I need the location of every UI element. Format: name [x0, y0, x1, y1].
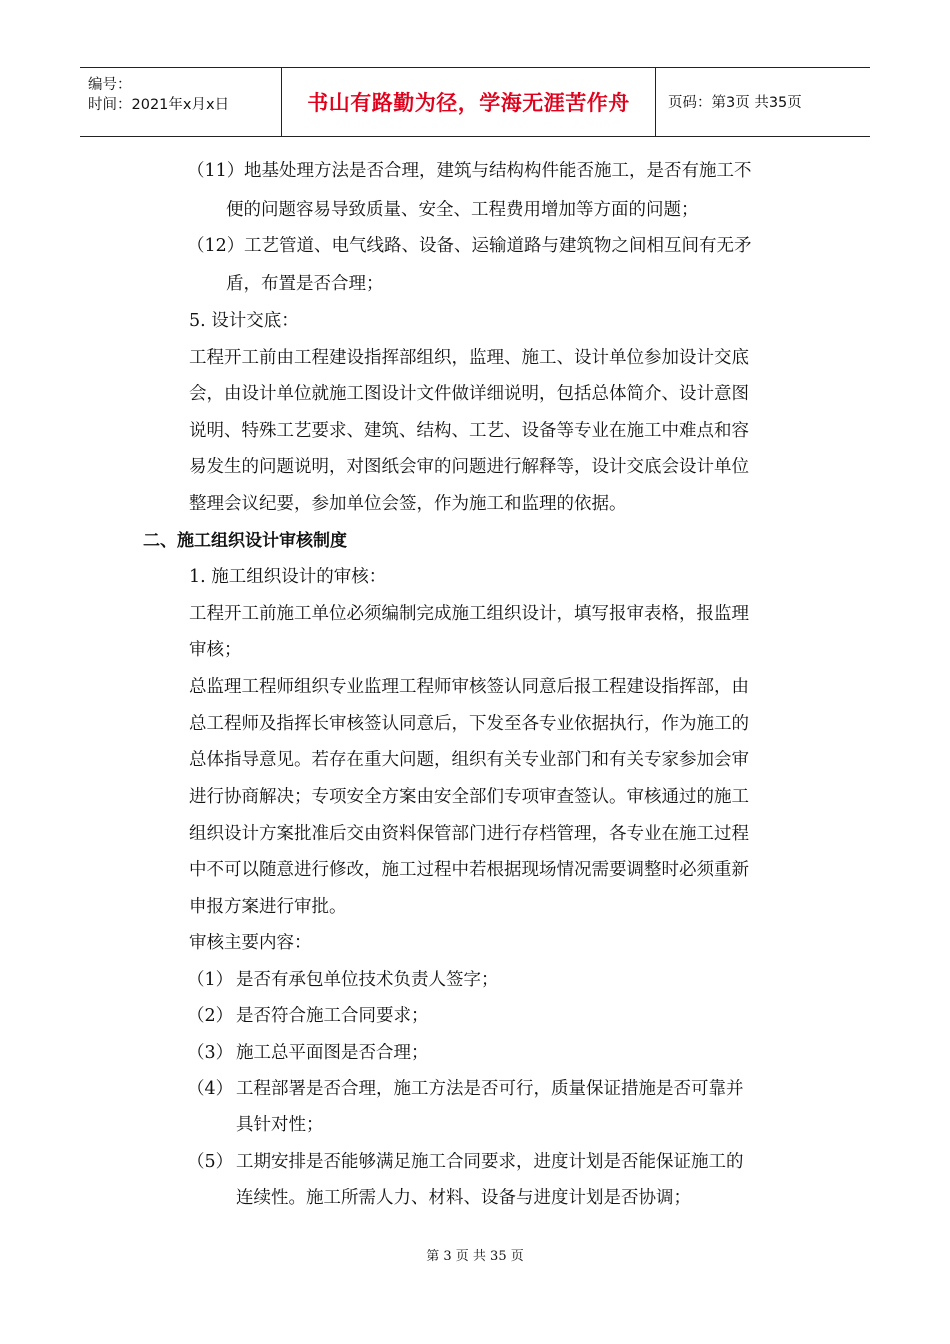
review-item-5-line-1: 工期安排是否能够满足施工合同要求，进度计划是否能保证施工的: [236, 1152, 744, 1172]
subsection-1-title: 1. 施工组织设计的审核：: [189, 567, 387, 587]
subsection-1-para-line: 总监理工程师组织专业监理工程师审核签认同意后报工程建设指挥部，由: [189, 677, 749, 697]
serial-label: 编号：: [88, 77, 132, 93]
review-item-4-line-1: 工程部署是否合理，施工方法是否可行，质量保证措施是否可靠并: [236, 1079, 744, 1099]
subsection-1-para-line: 进行协商解决；专项安全方案由安全部们专项审查签认。审核通过的施工: [189, 787, 749, 807]
item-11-line-1: 地基处理方法是否合理，建筑与结构构件能否施工，是否有施工不: [244, 161, 752, 181]
review-item-3-text: 施工总平面图是否合理；: [236, 1043, 429, 1063]
subsection-1-para-line: 工程开工前施工单位必须编制完成施工组织设计，填写报审表格，报监理: [189, 604, 749, 624]
subsection-1-para-line: 总体指导意见。若存在重大问题，组织有关专业部门和有关专家参加会审: [189, 750, 749, 770]
item-12-number: （12）: [187, 236, 245, 256]
review-item-4-line-2: 具针对性；: [236, 1115, 324, 1135]
review-item-1-text: 是否有承包单位技术负责人签字；: [236, 970, 499, 990]
section-5-para-line: 会，由设计单位就施工图设计文件做详细说明，包括总体简介、设计意图: [189, 384, 749, 404]
subsection-1-para-line: 总工程师及指挥长审核签认同意后，下发至各专业依据执行，作为施工的: [189, 714, 749, 734]
header-motto: 书山有路勤为径，学海无涯苦作舟: [282, 68, 656, 136]
subsection-1-para-line: 申报方案进行审批。: [189, 897, 347, 917]
date-label: 时间：2021年x月x日: [88, 97, 230, 113]
item-11-number: （11）: [187, 161, 245, 181]
page-header: [80, 67, 870, 137]
section-5-para-line: 工程开工前由工程建设指挥部组织，监理、施工、设计单位参加设计交底: [189, 348, 749, 368]
review-item-2-number: （2）: [187, 1006, 234, 1026]
review-item-5-number: （5）: [187, 1152, 234, 1172]
subsection-1-para-line: 中不可以随意进行修改，施工过程中若根据现场情况需要调整时必须重新: [189, 860, 749, 880]
section-5-para-line: 易发生的问题说明，对图纸会审的问题进行解释等，设计交底会设计单位: [189, 457, 749, 477]
section-heading-2: 二、施工组织设计审核制度: [143, 531, 347, 551]
item-12-line-1: 工艺管道、电气线路、设备、运输道路与建筑物之间相互间有无矛: [244, 236, 752, 256]
section-5-para-line: 说明、特殊工艺要求、建筑、结构、工艺、设备等专业在施工中难点和容: [189, 421, 749, 441]
item-12-line-2: 盾，布置是否合理；: [226, 274, 384, 294]
review-item-5-line-2: 连续性。施工所需人力、材料、设备与进度计划是否协调；: [236, 1188, 691, 1208]
header-meta: [80, 68, 282, 136]
item-11-line-2: 便的问题容易导致质量、安全、工程费用增加等方面的问题；: [226, 200, 699, 220]
page-footer: 第 3 页 共 35 页: [426, 1249, 524, 1264]
review-item-4-number: （4）: [187, 1079, 234, 1099]
subsection-1-para-line: 审核；: [189, 640, 242, 660]
section-5-para-line: 整理会议纪要，参加单位会签，作为施工和监理的依据。: [189, 494, 627, 514]
review-item-3-number: （3）: [187, 1043, 234, 1063]
review-item-2-text: 是否符合施工合同要求；: [236, 1006, 429, 1026]
review-item-1-number: （1）: [187, 970, 234, 990]
review-title: 审核主要内容：: [189, 933, 312, 953]
header-page-info: 页码：第3页 共35页: [668, 95, 802, 111]
section-5-title: 5. 设计交底：: [189, 311, 299, 331]
subsection-1-para-line: 组织设计方案批准后交由资料保管部门进行存档管理，各专业在施工过程: [189, 824, 749, 844]
